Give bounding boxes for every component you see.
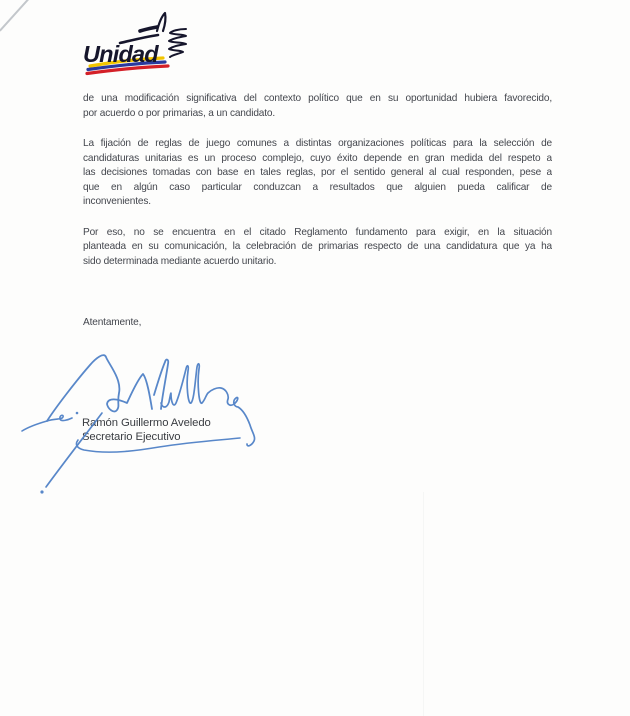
paragraph-line: planteada en su comunicación, la celebración de primarias respecto de una candidatura que ya ha [83,241,552,252]
unidad-logo [83,10,195,80]
unidad-wordmark: Unidad [83,41,158,67]
signer-name: Ramón Guillermo Aveledo [82,417,211,429]
scan-corner-artifact [0,0,31,32]
closing-salutation: Atentamente, [83,317,142,328]
paragraph-line: sido determinada mediante acuerdo unitario. [83,255,277,267]
letter-body [83,92,552,331]
paragraph-line: La fijación de reglas de juego comunes a distintas organizaciones políticas para la selección de [83,138,552,149]
paragraph [83,92,552,121]
paragraph-line: Por eso, no se encuentra en el citado Reglamento fundamento para exigir, en la situación [83,226,552,238]
paragraph [83,137,552,210]
paragraph-line: inconvenientes. [83,196,151,207]
paragraph-line: por acuerdo o por primarias, a un candidato. [83,107,276,119]
paragraph [83,226,552,270]
paragraph-line: candidaturas unitarias es un proceso complejo, cuyo éxito depende en gran medida del respeto a [83,152,552,164]
unidad-logo-graphic [83,10,195,80]
paragraph-line: que en algún caso particular conduzcan a resultados que alguien pueda calificar de [83,181,552,193]
scan-seam-artifact [423,492,424,716]
signer-block [82,416,211,444]
paragraph-line: las decisiones tomadas con base en tales reglas, por el sentido general al cual responden, pese a [83,167,552,178]
paragraph-line: de una modificación significativa del contexto político que en su oportunidad hubiera favorecido, [83,93,552,104]
signer-title: Secretario Ejecutivo [82,431,181,443]
